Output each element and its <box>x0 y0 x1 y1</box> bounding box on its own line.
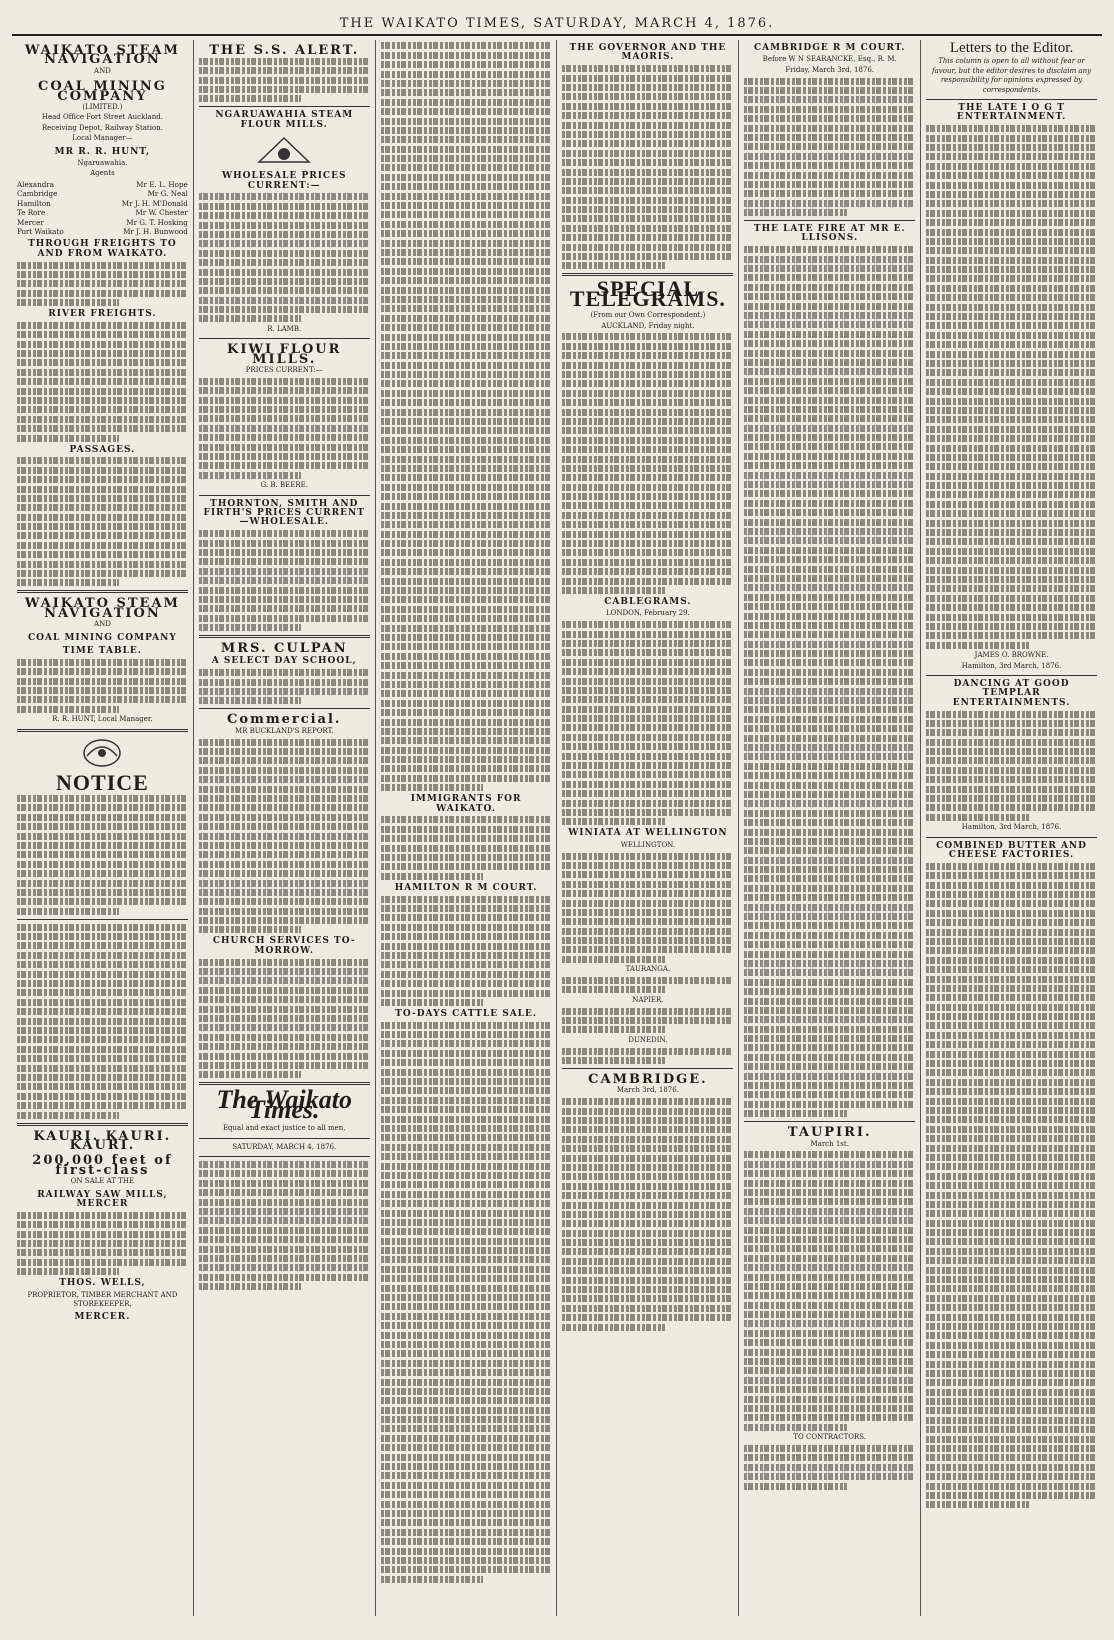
coal-mining-heading: COAL MINING COMPANY <box>37 79 167 104</box>
prices-table <box>199 193 370 322</box>
ngaruawahia-label: Ngaruawahia. <box>77 159 128 168</box>
court-sub: Before W N SEARANCKE, Esq., R. M. <box>762 55 897 64</box>
receiving-depot: Receiving Depot, Railway Station. <box>41 123 163 132</box>
notice-text <box>17 795 188 915</box>
column-4 <box>557 40 739 1616</box>
article-text <box>381 42 552 791</box>
editorial-date: SATURDAY, MARCH 4, 1876. <box>232 1142 337 1151</box>
agents-label: Agents <box>90 169 115 178</box>
notice-heading: NOTICE <box>56 769 149 795</box>
manager-signature: R. R. HUNT, Local Manager. <box>52 715 153 724</box>
kiwi-heading: KIWI FLOUR MILLS. <box>227 342 342 367</box>
alert-text <box>199 58 370 103</box>
kauri-mills: RAILWAY SAW MILLS, MERCER <box>37 1189 168 1209</box>
school-text <box>199 669 370 704</box>
wholesale-prices-heading: WHOLESALE PRICES CURRENT:— <box>222 171 347 191</box>
dunedin-dateline: DUNEDIN. <box>628 1035 668 1044</box>
coal-mining-heading-2: COAL MINING COMPANY <box>28 632 177 643</box>
contractors-text <box>744 1445 915 1490</box>
court-text <box>744 78 915 216</box>
clothing-ad-text <box>17 924 188 1119</box>
dancing-text <box>926 711 1097 821</box>
wells-name: THOS. WELLS, <box>59 1278 146 1289</box>
immigrants-text <box>381 816 552 879</box>
timetable-heading: TIME TABLE. <box>62 646 142 657</box>
culpan-heading: MRS. CULPAN <box>220 641 348 657</box>
mills-heading: NGARUAWAHIA STEAM FLOUR MILLS. <box>215 110 354 130</box>
manager-label: Local Manager— <box>72 134 133 143</box>
column-6 <box>921 40 1102 1616</box>
manager-name: MR R. R. HUNT, <box>54 146 151 157</box>
masthead <box>12 12 1102 36</box>
mercer-label: MERCER. <box>74 1312 131 1323</box>
beere-signature: G. B. BEERE. <box>260 481 308 490</box>
dancing-heading: DANCING AT GOOD TEMPLAR ENTERTAINMENTS. <box>952 678 1071 708</box>
taupiri-heading: TAUPIRI. <box>787 1125 872 1141</box>
wellington-dateline: WELLINGTON. <box>620 840 676 849</box>
fire-heading: THE LATE FIRE AT MR E. LLISONS. <box>753 224 906 244</box>
river-freight-text <box>17 322 188 442</box>
cheese-text <box>926 863 1097 1509</box>
browne-date: Hamilton, 3rd March, 1876. <box>961 661 1062 670</box>
agent-row: Hamilton Mr J. H. M'Donald <box>17 198 188 208</box>
cablegrams-heading: CABLEGRAMS. <box>604 596 692 607</box>
tauranga-text <box>562 977 733 993</box>
navigation-heading-2: WAIKATO STEAM NAVIGATION <box>24 596 180 621</box>
trademark-emblem <box>199 134 370 168</box>
winiata-text <box>562 853 733 963</box>
governor-text <box>562 65 733 269</box>
winiata-heading: WINIATA AT WELLINGTON <box>568 828 728 839</box>
kiwi-prices-label: PRICES CURRENT:— <box>245 366 323 375</box>
agent-row: Cambridge Mr G. Neal <box>17 189 188 199</box>
immigrants-heading: IMMIGRANTS FOR WAIKATO. <box>410 794 522 814</box>
napier-dateline: NAPIER. <box>632 995 664 1004</box>
cambridge-heading: CAMBRIDGE. <box>588 1072 708 1087</box>
dunedin-text <box>562 1048 733 1064</box>
iogt-text <box>926 125 1097 648</box>
court-heading: CAMBRIDGE R M COURT. <box>754 43 906 53</box>
column-5 <box>739 40 921 1616</box>
tauranga-dateline: TAURANGA. <box>625 965 671 974</box>
limited-label: (LIMITED.) <box>82 103 123 112</box>
school-heading: A SELECT DAY SCHOOL, <box>211 656 357 667</box>
agent-row: Port Waikato Mr J. H. Bunwood <box>17 226 188 236</box>
passages-heading: PASSAGES. <box>69 444 136 455</box>
commercial-heading: Commercial. <box>227 712 342 728</box>
thornton-heading: THORNTON, SMITH AND FIRTH'S PRICES CURRENT—WHOLESALE. <box>203 498 365 528</box>
hamilton-date: Hamilton, 3rd March, 1876. <box>961 823 1062 832</box>
kauri-sale: ON SALE AT THE <box>70 1177 135 1186</box>
commercial-text <box>199 739 370 934</box>
letters-heading: Letters to the Editor. <box>949 40 1074 56</box>
editorial-text <box>199 1161 370 1290</box>
browne-signature: JAMES O. BROWNE. <box>974 651 1049 660</box>
masthead-title: THE WAIKATO TIMES, SATURDAY, MARCH 4, 1876. <box>339 15 775 31</box>
special-telegrams-sub: (From our Own Correspondent.) <box>590 311 706 320</box>
iogt-heading: THE LATE I O G T ENTERTAINMENT. <box>956 103 1067 123</box>
kauri-quantity: 200,000 feet of first-class <box>32 1153 173 1178</box>
contractors-heading: TO CONTRACTORS. <box>793 1433 867 1442</box>
lamb-signature: R. LAMB. <box>267 324 302 333</box>
navigation-and: AND <box>94 66 111 75</box>
napier-text <box>562 1008 733 1034</box>
column-1: WAIKATO STEAM NAVIGATION AND COAL MINING COMPANY (LIMITED.) Head Office Fort Street Auckland. Receiving Depot, Railway Station. Local Manager— MR R. R. HUNT, Ngaruawahia. Agents Alexandra Mr E. L. Hope Cambridge Mr G. Neal Hamilton Mr J. H. M'Donald Te Rore Mr W. Chester Mercer Mr G. T. Hosking Port Waikato Mr J. H. Bunwood THROUGH FREIGHTS TO AND FROM WAIKATO. RIVER FREIGHTS. PASSAGES. WAIKATO STEAM NAVIGATION AND COAL MINING COMPANY TIME TABLE. R. R. HUNT, Local Manager. NOTICE KAURI. KAURI. KAURI. 200,000 feet of first-class ON SALE AT THE RAILWAY SAW MILLS, MERCER THOS. WELLS, PROPRIETOR, TIMBER MERCHANT AND STOREKEEPER, MERCER. <box>12 40 194 1616</box>
river-freights-heading: RIVER FREIGHTS. <box>48 309 157 320</box>
times-motto: Equal and exact justice to all men, <box>222 1124 346 1133</box>
agent-row: Alexandra Mr E. L. Hope <box>17 179 188 189</box>
cattle-sale-text <box>381 1022 552 1583</box>
timetable-text <box>17 659 188 713</box>
taupiri-text <box>744 1151 915 1430</box>
kauri-text <box>17 1212 188 1275</box>
court-date: Friday, March 3rd, 1876. <box>785 65 875 74</box>
wells-title: PROPRIETOR, TIMBER MERCHANT AND STOREKEEPER, <box>27 1290 178 1308</box>
church-text <box>199 959 370 1079</box>
agent-row: Mercer Mr G. T. Hosking <box>17 217 188 227</box>
agent-row: Te Rore Mr W. Chester <box>17 208 188 218</box>
freights-heading: THROUGH FREIGHTS TO AND FROM WAIKATO. <box>28 239 177 259</box>
kauri-heading: KAURI. KAURI. KAURI. <box>33 1128 172 1153</box>
cablegrams-text <box>562 621 733 825</box>
buckland-heading: MR BUCKLAND'S REPORT. <box>234 726 334 735</box>
special-telegrams-heading: SPECIAL TELEGRAMS. <box>569 276 726 311</box>
thornton-table <box>199 530 370 631</box>
letters-note: This column is open to all without fear or favour, but the editor desires to disclaim any responsibility for opinions expressed by correspondents. <box>932 57 1092 94</box>
fire-text <box>744 246 915 1117</box>
cambridge-text <box>562 1098 733 1330</box>
london-dateline: LONDON, February 29. <box>606 609 690 618</box>
taupiri-date: March 1st. <box>810 1139 849 1148</box>
auckland-dateline: AUCKLAND, Friday night. <box>601 321 695 330</box>
cattle-sale-heading: TO-DAYS CATTLE SALE. <box>395 1008 537 1019</box>
kiwi-prices-table <box>199 378 370 479</box>
telegrams-text <box>562 333 733 594</box>
agent-list <box>17 180 188 236</box>
head-office: Head Office Fort Street Auckland. <box>41 113 163 122</box>
hamilton-court-text <box>381 896 552 1006</box>
passages-text <box>17 457 188 586</box>
navigation-heading: WAIKATO STEAM NAVIGATION <box>24 43 180 68</box>
column-2 <box>194 40 376 1616</box>
cheese-heading: COMBINED BUTTER AND CHEESE FACTORIES. <box>936 840 1087 861</box>
column-3 <box>376 40 558 1616</box>
crest-emblem <box>17 736 188 770</box>
columns <box>12 40 1102 1616</box>
freight-text <box>17 262 188 307</box>
hamilton-court-heading: HAMILTON R M COURT. <box>394 882 538 893</box>
governor-heading: THE GOVERNOR AND THE MAORIS. <box>569 43 727 63</box>
church-heading: CHURCH SERVICES TO-MORROW. <box>212 936 356 956</box>
alert-heading: THE S.S. ALERT. <box>209 43 360 58</box>
newspaper-page <box>12 12 1102 1616</box>
times-title: The Waikato Times. <box>216 1085 353 1124</box>
cambridge-date: March 3rd, 1876. <box>616 1086 679 1095</box>
